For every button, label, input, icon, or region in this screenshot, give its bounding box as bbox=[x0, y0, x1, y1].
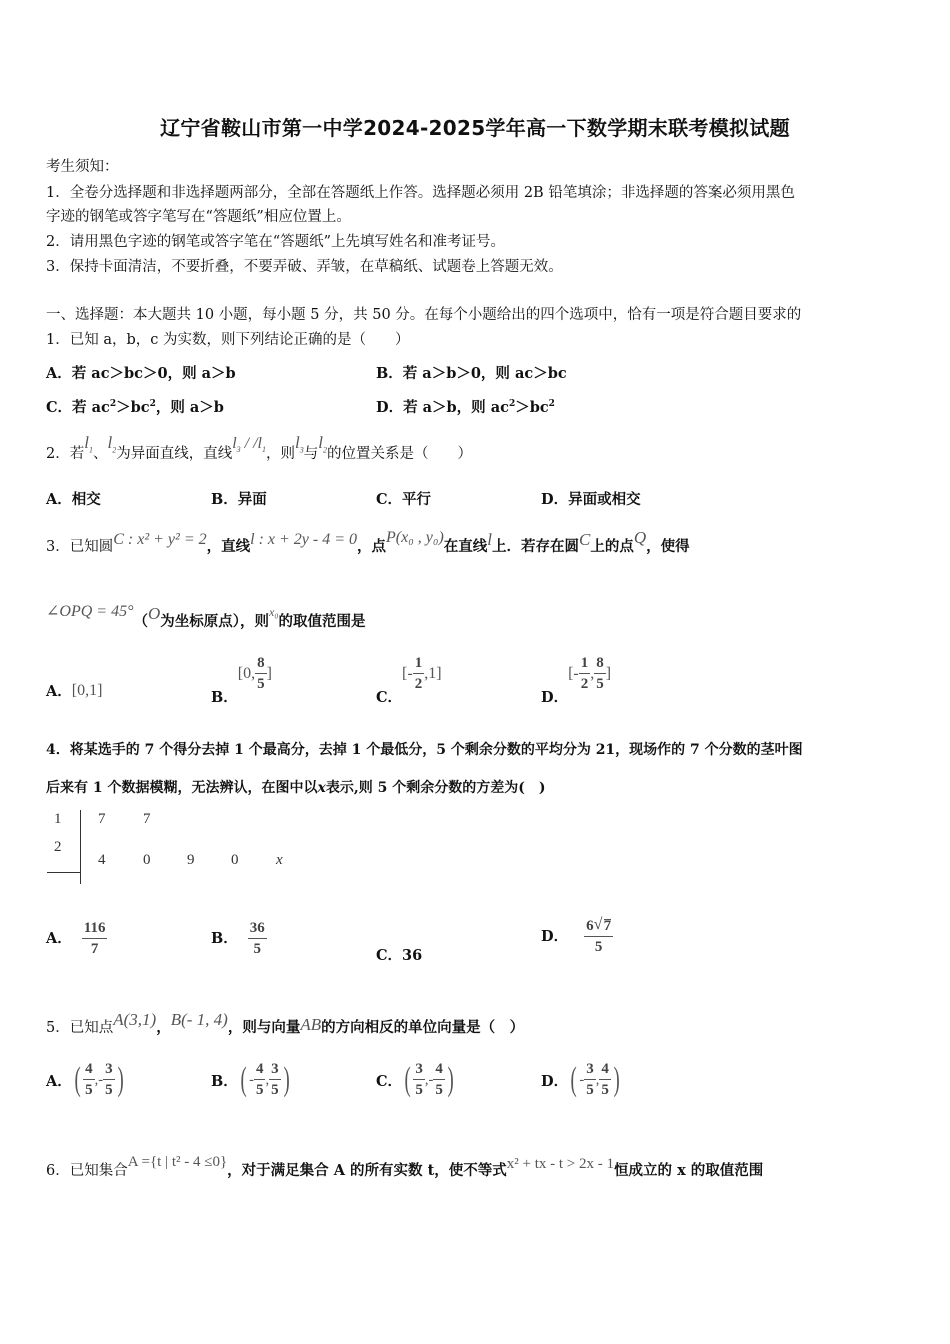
q5-d-lparen: ( bbox=[570, 1061, 577, 1098]
stem-2: 2 bbox=[54, 839, 62, 855]
q1-option-a[interactable]: A．若 ac＞bc＞0，则 a＞b bbox=[46, 365, 236, 382]
q4-x: x bbox=[317, 780, 326, 796]
q1-c-post: ，则 a＞b bbox=[155, 399, 224, 416]
stem-1: 1 bbox=[54, 811, 62, 827]
q5-a-label: A． bbox=[46, 1073, 72, 1090]
q2-text-2: ，则 bbox=[266, 446, 295, 462]
q1-c-mid: ＞bc bbox=[116, 399, 150, 416]
q3-text-2: ，点 bbox=[357, 538, 387, 555]
q3-b-label: B． bbox=[211, 689, 238, 706]
q5-b-frac-1: $\frac{4}{5}$ bbox=[255, 1061, 264, 1098]
notice-line-2: 2．请用黑色字迹的钢笔或答字笔在“答题纸”上先填写姓名和准考证号。 bbox=[46, 234, 506, 250]
q2-l1: $l_1$ bbox=[84, 433, 93, 455]
q3-l: l bbox=[487, 530, 493, 549]
stem-leaf-base-line bbox=[47, 872, 80, 873]
q2-l3-parallel-l1: $l_3 / /l_1$ bbox=[232, 435, 266, 455]
q1-option-b[interactable]: B．若 a＞b＞0，则 ac＞bc bbox=[376, 365, 567, 382]
q6-stem bbox=[46, 1154, 764, 1180]
q6-set: A ={t | t² - 4 ≤0} bbox=[127, 1154, 228, 1170]
q5-d-label: D． bbox=[541, 1073, 569, 1090]
stem-leaf-vertical-line bbox=[80, 810, 81, 884]
q5-comma: ， bbox=[156, 1019, 171, 1036]
leaf-2-4: 0 bbox=[231, 852, 239, 868]
q1-c-pre: C．若 ac bbox=[46, 399, 110, 416]
q3-option-d[interactable] bbox=[541, 655, 612, 706]
q3-q: Q bbox=[633, 528, 647, 547]
q5-a-lparen: ( bbox=[74, 1061, 81, 1098]
q3-line-eq: l : x + 2y - 4 = 0 bbox=[250, 531, 358, 548]
q3-o: O bbox=[147, 604, 161, 623]
q3-d-frac-1: $\frac{1}{2}$ bbox=[580, 655, 589, 692]
q4-b-frac: $\frac{36}{5}$ bbox=[249, 920, 265, 957]
page-title: 辽宁省鞍山市第一中学2024-2025学年高一下数学期末联考模拟试题 bbox=[160, 116, 790, 140]
q5-text-1: ，则与向量 bbox=[227, 1019, 301, 1036]
q2-text-1: 为异面直线，直线 bbox=[116, 446, 233, 462]
leaf-2-2: 0 bbox=[143, 852, 151, 868]
q3-b-post: ] bbox=[266, 665, 272, 682]
q5-b-rparen: ) bbox=[283, 1061, 290, 1098]
leaf-2-1: 4 bbox=[98, 852, 106, 868]
q4-option-a[interactable] bbox=[46, 921, 107, 957]
leaf-2-x: x bbox=[276, 852, 283, 868]
q2-option-d[interactable]: D．异面或相交 bbox=[541, 491, 641, 508]
notice-line-1b: 字迹的钢笔或答字笔写在“答题纸”相应位置上。 bbox=[46, 209, 351, 225]
q1-d-pre: D．若 a＞b，则 ac bbox=[376, 399, 509, 416]
q2-option-b[interactable]: B．异面 bbox=[211, 491, 267, 508]
q6-inequality: x² + tx - t > 2x - 1 bbox=[506, 1156, 615, 1172]
notice-line-1a: 1．全卷分选择题和非选择题两部分，全部在答题纸上作答。选择题必须用 2B 铅笔填涂；非选择题的答案必须用黑色 bbox=[46, 185, 795, 201]
q3-stem-line2 bbox=[46, 603, 366, 631]
q5-point-a: A(3,1) bbox=[113, 1010, 157, 1029]
q2-text-4: 的位置关系是（ ） bbox=[326, 446, 472, 462]
q4-option-d[interactable] bbox=[541, 916, 613, 955]
q4-b-label: B． bbox=[211, 930, 238, 947]
q5-b-label: B． bbox=[211, 1073, 238, 1090]
q5-option-d[interactable]: D．( - $\frac{3}{5}$ , $\frac{4}{5}$ ) bbox=[541, 1061, 620, 1098]
q4-line2-post: 表示,则 5 个剩余分数的方差为( ) bbox=[325, 780, 546, 796]
q3-d-pre: [- bbox=[568, 665, 579, 682]
section-heading: 一、选择题：本大题共 10 小题，每小题 5 分，共 50 分。在每个小题给出的四个选项中，恰有一项是符合题目要求的 bbox=[46, 307, 802, 323]
q5-a-rparen: ) bbox=[117, 1061, 124, 1098]
q5-a-frac-2: $\frac{3}{5}$ bbox=[105, 1061, 113, 1098]
leaf-1-1: 7 bbox=[98, 811, 106, 827]
q5-c-frac-2: $\frac{4}{5}$ bbox=[435, 1061, 443, 1098]
q5-a-frac-1: $\frac{4}{5}$ bbox=[85, 1061, 93, 1098]
q3-option-a[interactable] bbox=[46, 680, 102, 701]
q3-d-comma: , bbox=[590, 665, 595, 682]
q2-stem bbox=[46, 433, 472, 464]
notice-heading: 考生须知： bbox=[46, 159, 119, 175]
q5-d-frac-2: $\frac{4}{5}$ bbox=[601, 1061, 609, 1098]
leaf-2-3: 9 bbox=[187, 852, 195, 868]
q5-option-c[interactable]: C．( $\frac{3}{5}$ ,- $\frac{4}{5}$ ) bbox=[376, 1061, 454, 1098]
q3-text-5: 上的点 bbox=[590, 538, 634, 555]
q2-text-3: 与 bbox=[303, 446, 319, 462]
q3-option-b[interactable] bbox=[211, 655, 272, 706]
q4-stem-line2 bbox=[46, 777, 545, 797]
q3-b-frac: $\frac{8}{5}$ bbox=[257, 655, 265, 692]
q2-option-a[interactable]: A．相交 bbox=[46, 491, 101, 508]
q3-c-frac: $\frac{1}{2}$ bbox=[414, 655, 423, 692]
q5-c-frac-1: $\frac{3}{5}$ bbox=[415, 1061, 423, 1098]
q5-option-b[interactable]: B．( - $\frac{4}{5}$ , $\frac{3}{5}$ ) bbox=[211, 1061, 290, 1098]
q5-b-frac-2: $\frac{3}{5}$ bbox=[271, 1061, 279, 1098]
q2-option-c[interactable]: C．平行 bbox=[376, 491, 432, 508]
q1-c-sup1: 2 bbox=[109, 399, 117, 410]
q5-text-2: 的方向相反的单位向量是（ ） bbox=[321, 1019, 525, 1036]
q3-d-label: D． bbox=[541, 689, 569, 706]
q4-a-label: A． bbox=[46, 930, 72, 947]
q1-d-mid: ＞bc bbox=[515, 399, 549, 416]
q3-text-1: ，直线 bbox=[206, 538, 251, 555]
q5-stem bbox=[46, 1010, 525, 1037]
q3-d-frac-2: $\frac{8}{5}$ bbox=[596, 655, 604, 692]
q4-d-label: D． bbox=[541, 928, 569, 945]
q2-sep: 、 bbox=[92, 446, 108, 462]
q3-c-pre: [- bbox=[402, 665, 413, 682]
q2-l3: $l_3$ bbox=[295, 433, 304, 455]
q5-d-rparen: ) bbox=[613, 1061, 620, 1098]
q3-text-8: 为坐标原点），则 bbox=[160, 613, 270, 630]
q3-a-value: [0,1] bbox=[71, 682, 103, 699]
q4-stem-line1: 4．将某选手的 7 个得分去掉 1 个最高分，去掉 1 个最低分，5 个剩余分数的平均分为 21，现场作的 7 个分数的茎叶图 bbox=[46, 742, 803, 758]
notice-line-3: 3．保持卡面清洁，不要折叠，不要弄破、弄皱，在草稿纸、试题卷上答题无效。 bbox=[46, 259, 563, 275]
q3-text-3: 在直线 bbox=[443, 538, 488, 555]
q1-d-sup2: 2 bbox=[548, 399, 555, 410]
q3-text-4: 上．若存在圆 bbox=[492, 538, 580, 555]
q6-num: 6．已知集合 bbox=[46, 1163, 128, 1179]
q2-l2: $l_2$ bbox=[107, 433, 117, 455]
q2-l2b: $l_2$ bbox=[318, 433, 327, 455]
q3-text-6: ，使得 bbox=[646, 538, 690, 555]
q3-point: P(x₀ , y₀) bbox=[386, 529, 444, 546]
q5-b-lparen: ( bbox=[240, 1061, 247, 1098]
q5-c-rparen: ) bbox=[447, 1061, 454, 1098]
q3-text-7: （ bbox=[133, 613, 148, 630]
q3-num: 3．已知圆 bbox=[46, 539, 114, 555]
q3-stem-line1 bbox=[46, 528, 690, 556]
q3-text-9: 的取值范围是 bbox=[278, 613, 366, 630]
q3-x0: x₀ bbox=[269, 605, 279, 619]
q2-num: 2．若 bbox=[46, 446, 85, 462]
q3-angle: ∠OPQ = 45° bbox=[46, 603, 134, 620]
q4-d-frac: 6 √ 7 5 bbox=[586, 916, 612, 955]
q6-text-1: ，对于满足集合 A 的所有实数 t，使不等式 bbox=[227, 1162, 507, 1179]
q5-c-label: C． bbox=[376, 1073, 403, 1090]
q4-option-c[interactable]: C．36 bbox=[376, 947, 423, 964]
q3-d-post: ] bbox=[605, 665, 612, 682]
q1-stem: 1．已知 a，b，c 为实数，则下列结论正确的是（ ） bbox=[46, 332, 410, 348]
q5-c-lparen: ( bbox=[404, 1061, 411, 1098]
q3-option-c[interactable] bbox=[376, 655, 442, 706]
q5-option-a[interactable]: A．( $\frac{4}{5}$ ,- $\frac{3}{5}$ ) bbox=[46, 1061, 124, 1098]
q6-text-2: 恒成立的 x 的取值范围 bbox=[614, 1162, 764, 1179]
q3-b-pre: [0, bbox=[237, 665, 256, 682]
q5-d-frac-1: $\frac{3}{5}$ bbox=[586, 1061, 594, 1098]
q4-option-b[interactable] bbox=[211, 921, 267, 957]
q3-c: C bbox=[579, 530, 591, 549]
q5-vector-ab: AB bbox=[300, 1015, 322, 1034]
q3-c-label: C． bbox=[376, 689, 403, 706]
q1-c-sup2: 2 bbox=[149, 399, 156, 410]
q5-point-b: B(- 1, 4) bbox=[170, 1010, 228, 1029]
q3-c-post: ,1] bbox=[424, 665, 442, 682]
q4-a-frac: $\frac{116}{7}$ bbox=[83, 920, 106, 957]
q4-line2-pre: 后来有 1 个数据模糊，无法辨认，在图中以 bbox=[46, 780, 318, 796]
q3-a-label: A． bbox=[46, 683, 72, 700]
leaf-1-2: 7 bbox=[143, 811, 151, 827]
q1-option-d[interactable] bbox=[376, 396, 555, 417]
q1-d-sup1: 2 bbox=[508, 399, 516, 410]
q5-num: 5．已知点 bbox=[46, 1020, 114, 1036]
q1-option-c[interactable] bbox=[46, 396, 224, 417]
q3-circle-eq: C : x² + y² = 2 bbox=[113, 531, 207, 548]
